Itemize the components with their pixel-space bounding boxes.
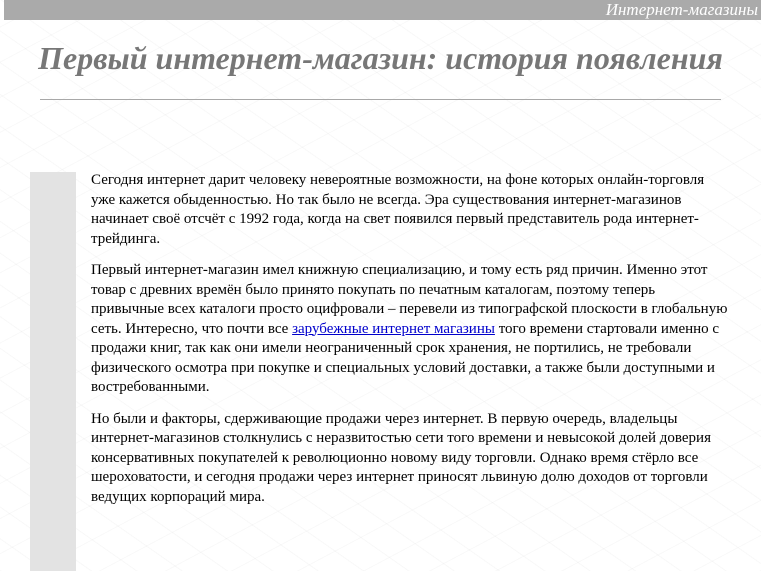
decorative-side-stripe [30, 172, 76, 571]
article-paragraph-3: Но были и факторы, сдерживающие продажи через интернет. В первую очередь, владельцы интернет-магазинов столкнулись с неразвитостью сети того времени и невысокой долей доверия консервативных покупателей к революционно новому виду торговли. Однако время стёрло все шероховатости, и сегодня продажи через интернет приносят львиную долю доходов от торговли ведущих корпораций мира. [91, 410, 711, 505]
paragraph-2-text-after-link: того времени стартовали именно с продажи книг, так как они имели неограниченный срок хранения, не портились, не требовали физического осмотра при покупке и специальных условий доставки, а также были доступными и востребованными. [91, 320, 720, 395]
title-divider [40, 99, 721, 100]
section-label: Интернет-магазины [605, 0, 758, 19]
article-paragraph-1: Сегодня интернет дарит человеку невероятные возможности, на фоне которых онлайн-торговля уже кажется обыденностью. Но так было не всегда. Эра существования интернет-магазинов начинает своё отсчёт с 1992 года, когда на свет появился первый представитель рода интернет-трейдинга. [91, 172, 705, 247]
paragraph-2-text-before-link: Первый интернет-магазин имел книжную специализацию, и тому есть ряд причин. Именно этот товар с древних времён было принято покупать по печатным каталогам, поэтому теперь привычные всех каталоги просто оцифровали – перевели из типографской плоскости в глобальную сеть. Интересно, что почти все [91, 262, 728, 337]
page-title: Первый интернет-магазин: история появления [38, 40, 723, 76]
article-body [91, 171, 731, 519]
section-header-bar [4, 0, 761, 20]
foreign-online-stores-link[interactable]: зарубежные интернет магазины [292, 320, 495, 337]
article-paragraph-2 [91, 261, 731, 398]
